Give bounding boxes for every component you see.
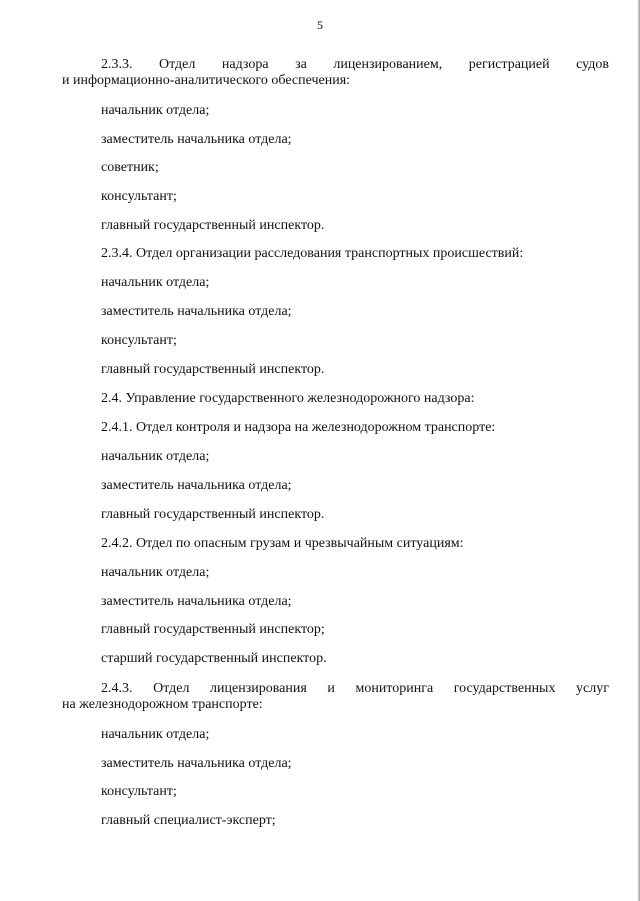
- list-item: консультант;: [101, 333, 177, 348]
- list-item: заместитель начальника отдела;: [101, 132, 292, 147]
- list-item: начальник отдела;: [101, 449, 210, 464]
- list-item: главный государственный инспектор.: [101, 507, 325, 522]
- section-2-3-3-heading-continued: и информационно-аналитического обеспечения:: [62, 73, 351, 88]
- list-item: главный государственный инспектор.: [101, 362, 325, 377]
- list-item: заместитель начальника отдела;: [101, 594, 292, 609]
- section-2-3-3-heading: 2.3.3. Отдел надзора за лицензированием, регистрацией судов: [101, 57, 609, 72]
- list-item: заместитель начальника отдела;: [101, 756, 292, 771]
- section-2-4-3-heading-continued: на железнодорожном транспорте:: [62, 697, 263, 712]
- list-item: начальник отдела;: [101, 275, 210, 290]
- list-item: заместитель начальника отдела;: [101, 478, 292, 493]
- section-2-4-3-heading: 2.4.3. Отдел лицензирования и мониторинга государственных услуг: [101, 681, 609, 696]
- list-item: советник;: [101, 160, 159, 175]
- list-item: заместитель начальника отдела;: [101, 304, 292, 319]
- list-item: главный специалист-эксперт;: [101, 813, 276, 828]
- list-item: старший государственный инспектор.: [101, 651, 327, 666]
- section-2-4-1-heading: 2.4.1. Отдел контроля и надзора на железнодорожном транспорте:: [101, 420, 496, 435]
- page-number: 5: [317, 18, 323, 32]
- list-item: консультант;: [101, 189, 177, 204]
- list-item: консультант;: [101, 784, 177, 799]
- list-item: начальник отдела;: [101, 727, 210, 742]
- section-2-4-heading: 2.4. Управление государственного железнодорожного надзора:: [101, 391, 475, 406]
- list-item: начальник отдела;: [101, 103, 210, 118]
- list-item: начальник отдела;: [101, 565, 210, 580]
- list-item: главный государственный инспектор.: [101, 218, 325, 233]
- section-2-3-4-heading: 2.3.4. Отдел организации расследования транспортных происшествий:: [101, 246, 524, 261]
- list-item: главный государственный инспектор;: [101, 622, 325, 637]
- section-2-4-2-heading: 2.4.2. Отдел по опасным грузам и чрезвычайным ситуациям:: [101, 536, 464, 551]
